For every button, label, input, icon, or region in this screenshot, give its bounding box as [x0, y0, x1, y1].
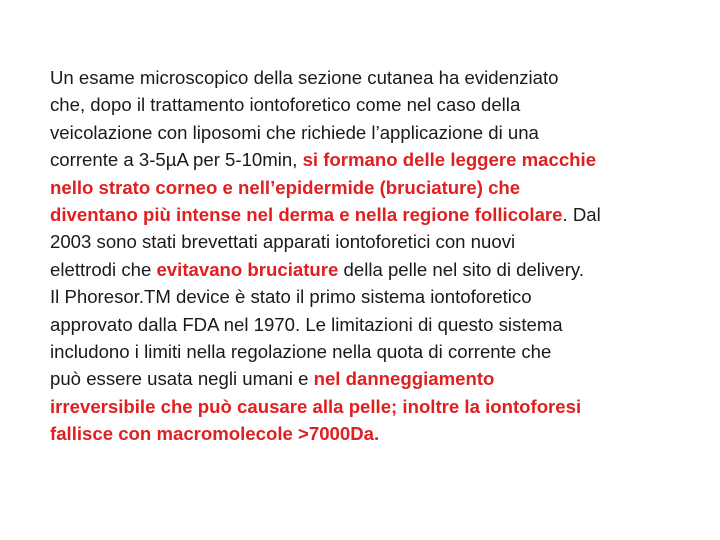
paragraph-line [50, 365, 690, 392]
paragraph-line [50, 311, 690, 338]
highlighted-text: diventano più intense nel derma e nella regione follicolare [50, 204, 563, 226]
body-text: approvato dalla FDA nel 1970. Le limitazioni di questo sistema [50, 313, 563, 335]
paragraph-line [50, 201, 690, 228]
paragraph-line [50, 119, 690, 146]
highlighted-text: fallisce con macromolecole >7000Da. [50, 423, 380, 445]
body-text: Il Phoresor.TM device è stato il primo sistema iontoforetico [50, 286, 532, 308]
body-text: può essere usata negli umani e [50, 368, 314, 390]
paragraph-line [50, 228, 690, 255]
body-text: che, dopo il trattamento iontoforetico come nel caso della [50, 94, 521, 116]
body-text: 2003 sono stati brevettati apparati iontoforetici con nuovi [50, 231, 516, 253]
body-text: includono i limiti nella regolazione nella quota di corrente che [50, 341, 552, 363]
body-text: corrente a 3-5µA per 5-10min, [50, 149, 303, 171]
paragraph-line [50, 338, 690, 365]
body-text: . Dal [562, 204, 601, 226]
paragraph-line [50, 283, 690, 310]
paragraph-line [50, 64, 690, 91]
paragraph-line [50, 420, 690, 447]
highlighted-text: nel danneggiamento [313, 368, 495, 390]
paragraph-line [50, 174, 690, 201]
body-paragraph [50, 64, 690, 448]
body-text: veicolazione con liposomi che richiede l’applicazione di una [50, 121, 539, 143]
highlighted-text: nello strato corneo e nell’epidermide (bruciature) che [50, 176, 521, 198]
body-text: Un esame microscopico della sezione cutanea ha evidenziato [50, 67, 559, 88]
highlighted-text: si formano delle leggere macchie [302, 149, 597, 171]
highlighted-text: irreversibile che può causare alla pelle; inoltre la iontoforesi [50, 395, 582, 417]
paragraph-line [50, 256, 690, 283]
paragraph-line [50, 393, 690, 420]
body-text: della pelle nel sito di delivery. [338, 258, 584, 280]
paragraph-line [50, 146, 690, 173]
body-text: elettrodi che [50, 258, 157, 280]
highlighted-text: evitavano bruciature [156, 258, 339, 280]
paragraph-line [50, 91, 690, 118]
